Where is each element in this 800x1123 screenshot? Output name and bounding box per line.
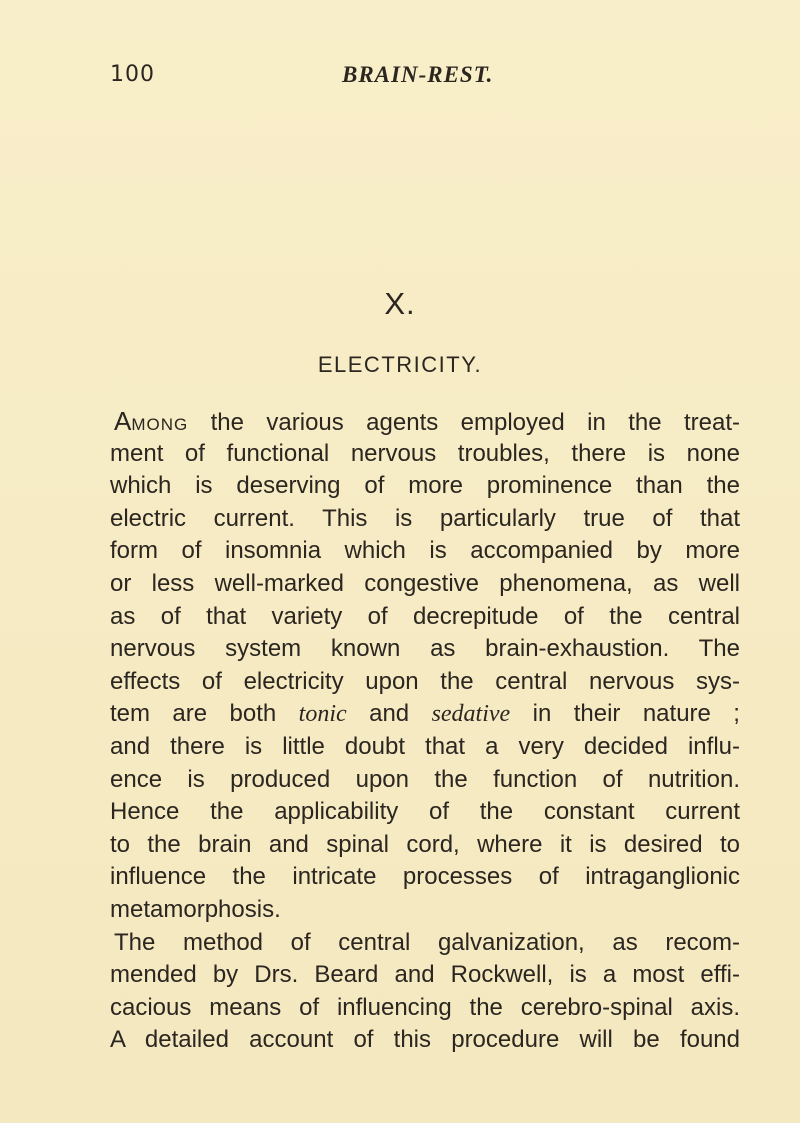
italic-word-sedative: sedative xyxy=(431,701,511,728)
text-line: form of insomnia which is accompanied by more xyxy=(110,537,740,565)
text-line: influence the intricate processes of intraganglionic xyxy=(110,863,740,891)
text-line: mended by Drs. Beard and Rockwell, is a most effi- xyxy=(110,961,740,989)
text-line: or less well-marked congestive phenomena, as well xyxy=(110,569,740,597)
text-line: to the brain and spinal cord, where it is desired to xyxy=(110,830,740,858)
text-line: The method of central galvanization, as recom- xyxy=(114,928,740,956)
running-title: BRAIN-REST. xyxy=(342,62,494,87)
text-line: as of that variety of decrepitude of the central xyxy=(110,602,740,630)
text-span: and xyxy=(346,700,432,728)
body-text xyxy=(110,405,740,1057)
text-line: which is deserving of more prominence than the xyxy=(110,472,740,500)
page-number: 100 xyxy=(110,62,155,87)
running-head xyxy=(110,62,730,102)
chapter-number: X. xyxy=(384,286,416,321)
text-line: cacious means of influencing the cerebro-spinal axis. xyxy=(110,993,740,1021)
text-line: ence is produced upon the function of nutrition. xyxy=(110,765,740,793)
text-line: Hence the applicability of the constant current xyxy=(110,798,740,826)
chapter-title: ELECTRICITY. xyxy=(317,352,483,377)
text-line: nervous system known as brain-exhaustion. The xyxy=(110,635,740,663)
small-caps-word: mong xyxy=(131,409,189,436)
text-line: electric current. This is particularly true of that xyxy=(110,504,740,532)
text-span: tem are both xyxy=(110,700,299,728)
text-span: the various agents employed in the treat- xyxy=(188,409,740,436)
text-line: effects of electricity upon the central nervous sys- xyxy=(110,667,740,695)
drop-initial: A xyxy=(114,406,132,436)
text-line xyxy=(110,405,740,438)
text-line: ment of functional nervous troubles, there is none xyxy=(110,439,740,467)
text-line: and there is little doubt that a very decided influ- xyxy=(110,732,740,760)
text-span: in their nature ; xyxy=(510,700,740,728)
italic-word-tonic: tonic xyxy=(298,701,347,728)
text-line: A detailed account of this procedure will be found xyxy=(110,1026,740,1054)
text-line xyxy=(110,698,740,731)
text-line: metamorphosis. xyxy=(110,895,281,923)
